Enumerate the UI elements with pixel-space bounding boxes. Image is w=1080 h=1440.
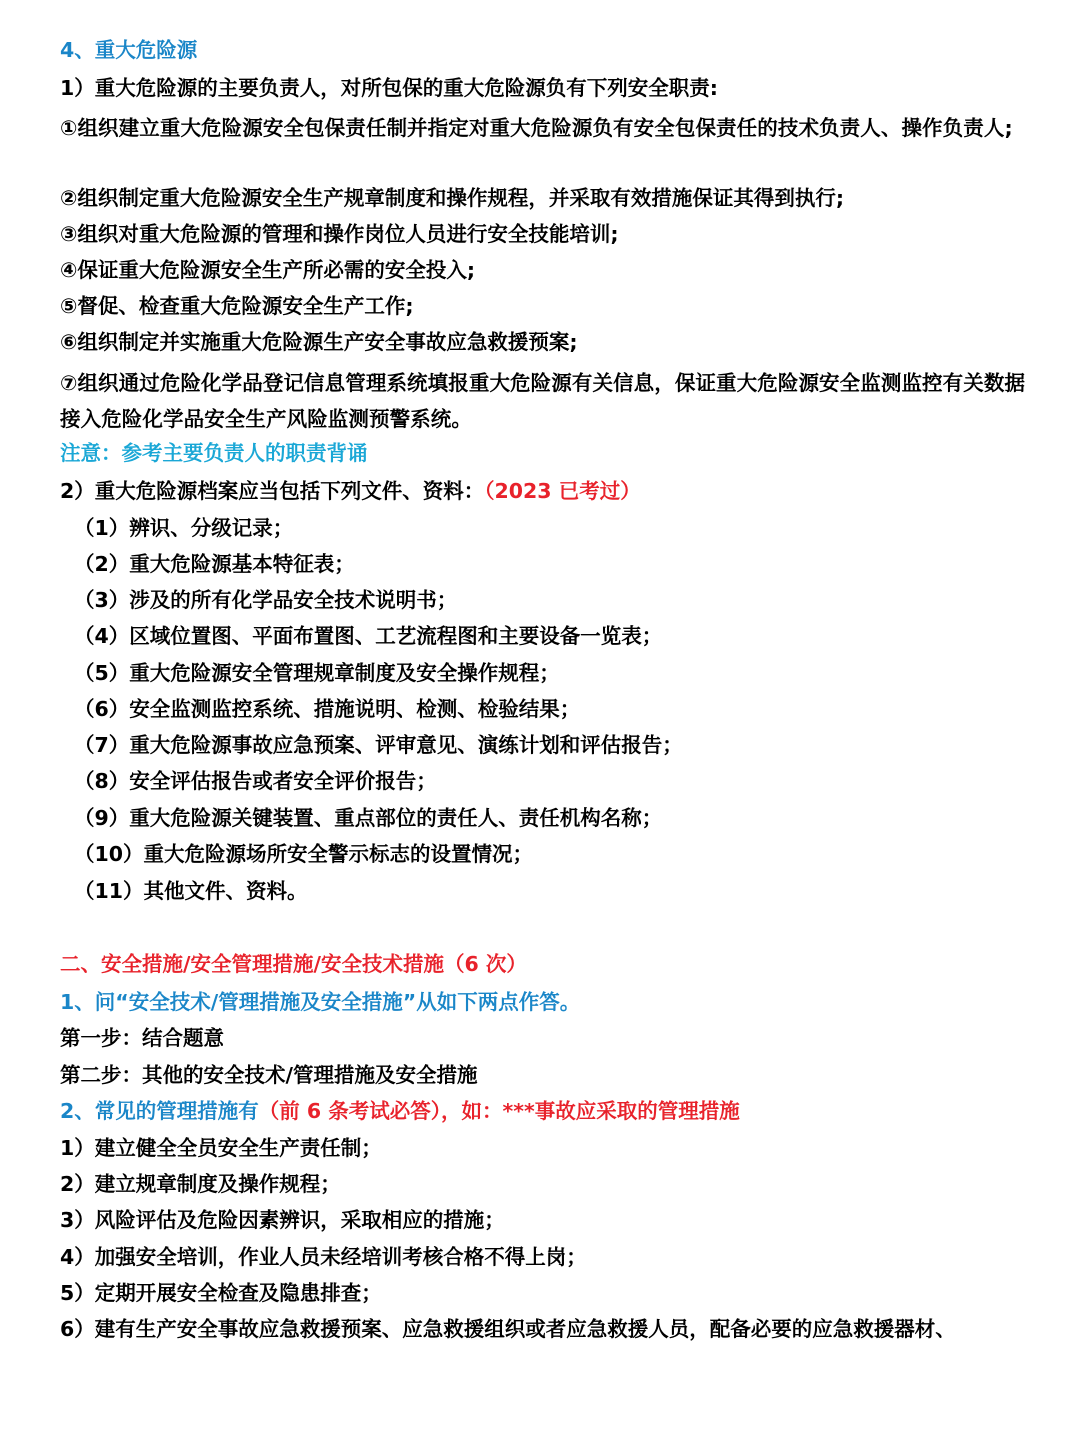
study-note: 注意：参考主要负责人的职责背诵 [60, 441, 368, 465]
duty-item: ⑤督促、检查重大危险源安全生产工作; [60, 294, 414, 318]
file-item: （6）安全监测监控系统、措施说明、检测、检验结果； [74, 697, 581, 721]
file-item: （11）其他文件、资料。 [74, 879, 308, 903]
question-2-text: 2）重大危险源档案应当包括下列文件、资料： [60, 479, 485, 503]
file-item: （5）重大危险源安全管理规章制度及安全操作规程； [74, 661, 560, 685]
subheading-how-to-answer: 1、问“安全技术/管理措施及安全措施”从如下两点作答。 [60, 990, 581, 1014]
step-one: 第一步：结合题意 [60, 1026, 224, 1050]
measure-item: 3）风险评估及危险因素辨识，采取相应的措施； [60, 1208, 505, 1232]
measure-item: 6）建有生产安全事故应急救援预案、应急救援组织或者应急救援人员，配备必要的应急救援器材、 [60, 1317, 956, 1341]
file-item: （9）重大危险源关键装置、重点部位的责任人、责任机构名称； [74, 806, 663, 830]
duty-item: ⑥组织制定并实施重大危险源生产安全事故应急救援预案; [60, 330, 578, 354]
file-item: （1）辨识、分级记录； [74, 516, 294, 540]
question-1-text: 1）重大危险源的主要负责人，对所包保的重大危险源负有下列安全职责: [60, 76, 718, 100]
duty-item: ①组织建立重大危险源安全包保责任制并指定对重大危险源负有安全包保责任的技术负责人、操作负责人; [60, 116, 1013, 140]
file-item: （2）重大危险源基本特征表； [74, 552, 355, 576]
duty-item: ⑦组织通过危险化学品登记信息管理系统填报重大危险源有关信息，保证重大危险源安全监测监控有关数据接入危险化学品安全生产风险监测预警系统。 [60, 371, 1026, 431]
file-item: （3）涉及的所有化学品安全技术说明书； [74, 588, 458, 612]
measure-item: 1）建立健全全员安全生产责任制； [60, 1136, 382, 1160]
section-heading-major-hazard: 4、重大危险源 [60, 38, 198, 62]
step-two: 第二步：其他的安全技术/管理措施及安全措施 [60, 1063, 478, 1087]
file-item: （10）重大危险源场所安全警示标志的设置情况； [74, 842, 534, 866]
duty-item: ③组织对重大危险源的管理和操作岗位人员进行安全技能培训; [60, 222, 619, 246]
duty-item: ④保证重大危险源安全生产所必需的安全投入; [60, 258, 476, 282]
question-2-line [60, 473, 1030, 509]
duty-item: ②组织制定重大危险源安全生产规章制度和操作规程，并采取有效措施保证其得到执行; [60, 186, 845, 210]
subheading-common-measures [60, 1093, 1030, 1129]
measure-item: 2）建立规章制度及操作规程； [60, 1172, 341, 1196]
common-measures-prefix: 2、常见的管理措施有 [60, 1099, 259, 1123]
file-item: （7）重大危险源事故应急预案、评审意见、演练计划和评估报告； [74, 733, 683, 757]
measure-item: 4）加强安全培训，作业人员未经培训考核合格不得上岗； [60, 1245, 587, 1269]
section-heading-safety-measures: 二、安全措施/安全管理措施/安全技术措施（6 次） [60, 952, 527, 976]
measure-item: 5）定期开展安全检查及隐患排查； [60, 1281, 382, 1305]
exam-tag: （2023 已考过） [484, 479, 641, 503]
common-measures-note: （前 6 条考试必答），如：***事故应采取的管理措施 [258, 1099, 740, 1123]
file-item: （8）安全评估报告或者安全评价报告； [74, 769, 437, 793]
file-item: （4）区域位置图、平面布置图、工艺流程图和主要设备一览表； [74, 624, 663, 648]
